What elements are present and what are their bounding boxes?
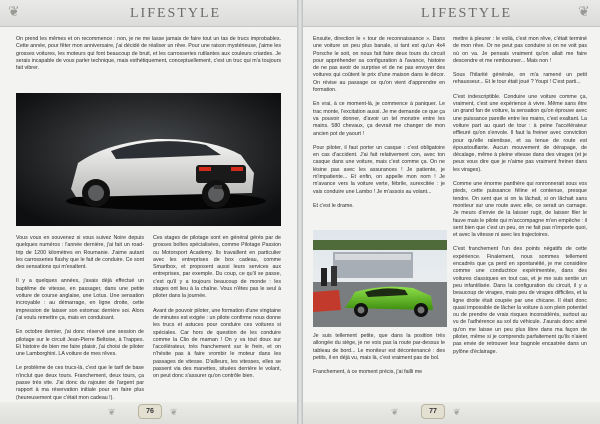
paragraph: Je suis tellement petite, que dans la position très allongée du siège, je ne vois pas la route par-dessus le tableau de bord... Le moniteur est décontenancé : des petits, il en déjà vu, mais là, c'est vraiment pas de bol. [313,333,445,361]
paragraph: Il y a quelques années, j'avais déjà effectué un baptême de vitesse, en passager, dans une petite voiture de course anglaise, une Lotus. Une sensation incroyable : au démarrage, en ligne droite, cette impression de laisser son estomac derrière soi. Alors j'ai voulu remettre ça, mais en conduisant. [16,278,144,321]
intro-paragraph [16,36,281,79]
paragraph: Ces stages de pilotage sont en général gérés par de grosses boîtes spécialisées, comme Pilotage Passion ou Motorsport Academy. Ils travaillent en particulier avec les entreprises de box cadeau, comme Smartbox, et proposent aussi leurs services aux entreprises, par exemple. Du coup, ce qu'il se passe, c'est qu'il y a toujours beaucoup de monde : les stages ont lieu à la chaîne. Vous n'êtes pas le seul à piloter dans la journée. [153,235,281,300]
page-number: 76 [138,404,162,419]
header-ornament-left: ❦ [8,4,20,20]
left-page [0,0,297,424]
page-footer [303,402,600,424]
left-column-a [16,235,144,409]
paragraph: Ensuite, direction le « tour de reconnaissance ». Dans une voiture un peu plus banale, si tant est qu'un 4x4 Porsche le soit, on nous fait faire deux tours du circuit pour appréhender sa configuration à l'avance, histoire de ne pas avoir de surprise et de ne pas envoyer des voitures qui coûtent le prix d'une maison dans le décor. On révise au passage ce qu'on vient d'apprendre en formation. [313,36,445,94]
page-footer [0,402,297,424]
paragraph: mettre à pleurer : le voilà, c'est mon rêve, c'était terminé de mon rêve. Or ne peut pas conduire si on ne voit pas où on va. Je pensais vraiment qu'on allait me faire descendre et me rembourser... Mais non ! [453,36,587,64]
paragraph: Franchement, à ce moment précis, j'ai failli me [313,369,423,376]
lamborghini-green-photo [313,230,447,327]
paragraph: Vous vous en souvenez si vous suivez Noire depuis quelques numéros : l'année dernière, j'ai fait un road-trip de 1200 kilomètres en Roumanie. J'aime autant les carrosseries flashy que le fait de conduire. Ce sont des sensations qui m'exaltent. [16,235,144,271]
paragraph: Avant de pouvoir piloter, une formation d'une vingtaine de minutes est exigée : un pilote confirme nous donne les trucs et astuces pour conduire ces voitures si spéciales. Car hors de question de les conduire comme la Clio de maman ! On y va tout doux sur l'accélérateur, très franchement sur le frein, et on n'hésite pas à faire vrombir le moteur dans les passages de vitesse. D'ailleurs, les vitesses, elles se passent via des manettes, situées derrière le volant, on peut donc s'assurer qu'on contrôle bien. [153,307,281,380]
right-column-b [453,36,587,363]
right-column-a-top [313,36,445,217]
paragraph: En vrai, à ce moment-là, je commence à paniquer. Le trac monte, l'excitation aussi. Je me demande ce que ça va pouvoir donner, d'avoir un tel monstre entre les mains. 580 chevaux, ça devrait me changer de mon ancien pot de yaourt ! [313,101,445,137]
paragraph: En octobre dernier, j'ai donc réservé une session de pilotage sur le circuit Jean-Pierre Beltoise, à Trappes. Et histoire de bien me faire plaisir, j'ai choisi de piloter une Lamborghini. LA voiture de mes rêves. [16,329,144,358]
lamborghini-white-photo [16,93,281,226]
footer-ornament-right: ❦ [453,407,461,417]
paragraph: Comme une énorme panthère qui ronronnerait sous vos pieds, cette puissance féline et contenue, presque tendre. On sent que si on la lâchait, si on lâchait sans moniteur sur une route avec elle, ce serait un carnage. Je meurs d'envie de la laisser rugir, de laisser filer le fauve mais le pilote qui m'accompagne m'en empêche : il sent bien que c'est un peu, on ne fait pas n'importe quoi, et avec la vitesse ni avec les trajectoires. [453,181,587,239]
footer-ornament-right: ❦ [170,407,178,417]
page-number: 77 [421,404,445,419]
left-column-b [153,235,281,388]
paragraph: Pour piloter, il faut porter un casque : c'est obligatoire en cas d'accident. J'ai fait relativement con, avec ton casque dans une voiture, mais c'est comme ça. On ne lésine pas avec les assurances ! Je patiente, je m'impatiente... Et enfin, on appelle mon nom ! Je m'avance vers la voiture verte, fébrile, surexcitée : je vais conduire une Lambo ! Je m'assois au volant... [313,144,445,195]
paragraph: Sous l'hilarité générale, on m'a ramené un petit rehausseur... Et le tour était joué ? Youpi ! C'est parti... [453,72,587,86]
paragraph: C'est indescriptible. Conduire une voiture comme ça, vraiment, c'est une expérience à vivre. Même sans être un grand fan de voiture, la sensation qu'on éprouve avec une puissance pareille entre les mains, c'est exaltant. La voiture part au quart de tour : à peine l'accélérateur effleuré qu'on s'envole. Il faut la freiner avec conviction pour qu'elle ralentisse, et sa tenue de route est époustouflante. Aucun mouvement de dérapage, de décalage, même à pleine vitesse dans des virages (et je peux vous dire que je n'aime pas vraiment freiner dans les virages). [453,93,587,173]
section-title: LIFESTYLE [421,6,513,21]
paragraph: Le problème de ces trucs-là, c'est que le tarif de base n'inclut que deux tours. Franchement, deux tours, ça passe très vite. J'ai donc du rajouter de l'argent par rapport à ma réservation initiale pour en faire plus (heureusement que c'était mon cadeau !). [16,365,144,401]
section-title: LIFESTYLE [130,6,222,21]
page-header [303,0,600,27]
header-ornament-right: ❦ [578,4,590,20]
footer-ornament-left: ❦ [108,407,116,417]
footer-ornament-left: ❦ [391,407,399,417]
right-column-a-bottom [313,333,445,383]
paragraph: Et c'est le drame. [313,202,354,209]
paragraph: C'est franchement l'un des points négatifs de cette expérience. Finalement, nous sommes tellement encadrés que ça perd en spontanéité, je me considère comme une conductrice expérimentée, dans des voitures classiques en tout cas, et je me suis sentie un peu infantilisée. Dans la configuration du circuit, il y a beaucoup de virages, mais peu de virages difficiles, et la ligne droite était coupée par une chicane. Il était donc quasi impossible de lâcher la voiture à son plein potentiel ou de prendre de vrais risques inconsidérés, surtout au vu de l'adhérence au sol du véhicule. J'aurais donc aimé qu'on me laisse un peu plus libre dans ma façon de piloter, même si je comprends parfaitement qu'ils n'aient pas envie de retrouver leur bagnole encastrée dans un pylône d'éclairage. [453,246,587,355]
page-header [0,0,297,27]
intro-text: On prend les mêmes et on recommence : non, je ne me lasse jamais de faire tout un tas de trucs improbables. Cette année, pour fêter mon anniversaire, j'ai décidé de réaliser un rêve. Pour une raison mystérieuse, j'aime les grosses voitures, les moteurs qui font beaucoup de bruit, et les carrosseries rutilantes aux couleurs criardes. Je serais incapable de vous parler technique, mais esthétiquement, conceptuellement, c'est un truc qui m'a toujours fait vibrer. [16,36,281,72]
right-page [303,0,600,424]
